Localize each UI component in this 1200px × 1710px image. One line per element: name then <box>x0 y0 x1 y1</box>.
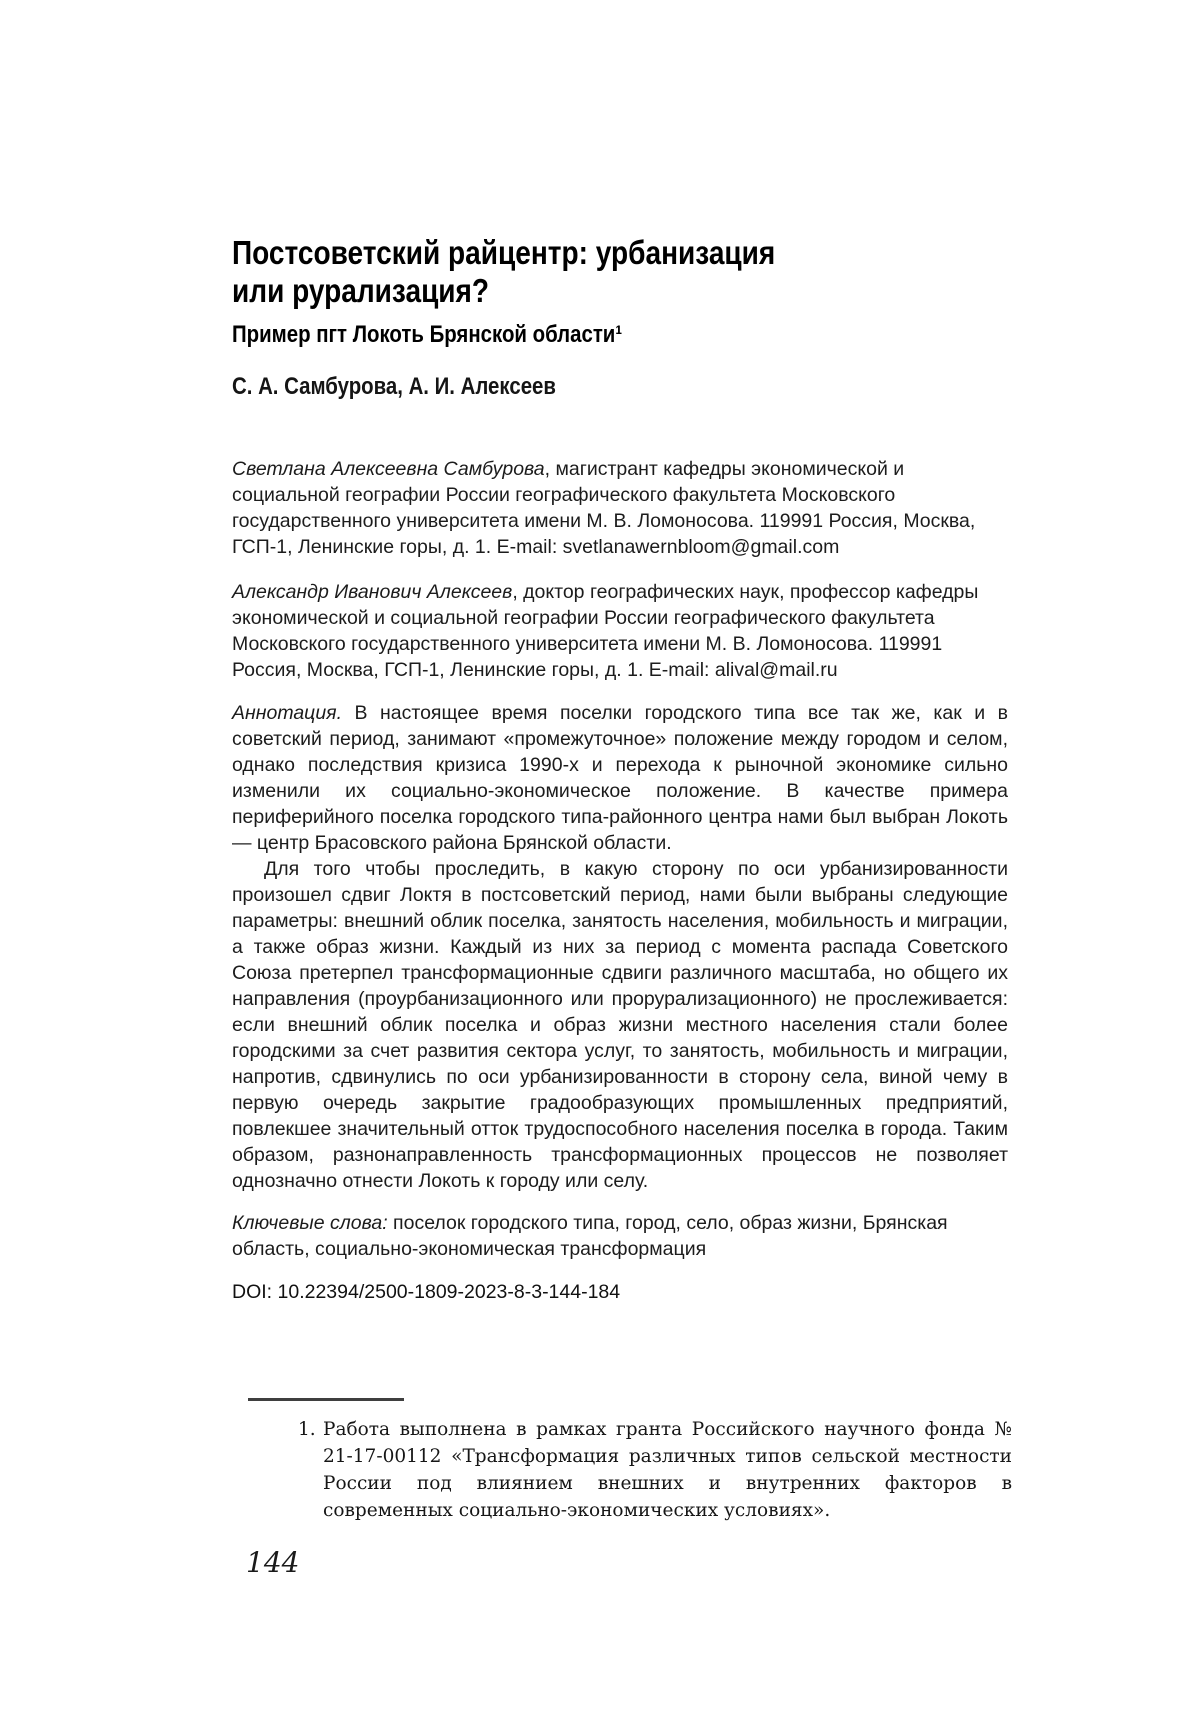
footnote <box>298 1416 1012 1524</box>
author-name: Александр Иванович Алексеев <box>232 581 513 603</box>
abstract-text-1: В настоящее время поселки городского типа все так же, как и в советский период, занимают «промежуточное» положение между городом и селом, однако последствия кризиса 1990-х и перехода к рыночной экономике сильно изменили их социально-экономическое положение. В качестве примера периферийного поселка городского типа-районного центра нами был выбран Локоть — центр Брасовского района Брянской области. <box>232 702 1008 854</box>
doi-line <box>232 1279 1008 1305</box>
author-name: Светлана Алексеевна Самбурова <box>232 458 545 480</box>
author-email: svetlanawernbloom@gmail.com <box>562 536 840 558</box>
abstract-paragraph-2: Для того чтобы проследить, в какую сторону по оси урбанизированности произошел сдвиг Локтя в постсоветский период, нами были выбраны следующие параметры: внешний облик поселка, занятость населения, мобильность и миграции, а также образ жизни. Каждый из них за период с момента распада Советского Союза претерпел трансформационные сдвиги различного масштаба, но общего их направления (проурбанизационного или прорурализационного) не прослеживается: если внешний облик поселка и образ жизни местного населения стали более городскими за счет развития сектора услуг, то занятость, мобильность и миграции, напротив, сдвинулись по оси урбанизированности в сторону села, виной чему в первую очередь закрытие градообразующих промышленных предприятий, повлекшее значительный отток трудоспособного населения поселка в города. Таким образом, разнонаправленность трансформационных процессов не позволяет однозначно отнести Локоть к городу или селу. <box>232 858 1008 1192</box>
author-affiliation: , магистрант кафедры экономической и социальной географии России географического факультета Московского государственного университета имени М. В. Ломоносова. 119991 Россия, Москва, ГСП-1, Ленинские горы, д. 1. E-mail: <box>232 458 976 558</box>
page-number: 144 <box>246 1546 300 1579</box>
footnote-text: Работа выполнена в рамках гранта Российского научного фонда № 21-17-00112 «Трансформация различных типов сельской местности России под влиянием внешних и внутренних факторов в современных социально-экономических условиях». <box>323 1419 1012 1521</box>
article-header <box>232 234 1014 402</box>
footnote-number: 1. <box>298 1419 316 1440</box>
abstract-paragraph-1 <box>232 700 1008 856</box>
article-title: Постсоветский райцентр: урбанизация или рурализация? <box>232 234 776 309</box>
abstract-label: Аннотация. <box>232 702 343 724</box>
author-bio-2 <box>232 579 1008 683</box>
author-email: alival@mail.ru <box>714 659 838 681</box>
keywords <box>232 1210 1008 1262</box>
author-affiliation: , доктор географических наук, профессор кафедры экономической и социальной географии России географического факультета Московского государственного университета имени М. В. Ломоносова. 119991 Россия, Москва, ГСП-1, Ленинские горы, д. 1. E-mail: <box>232 581 979 681</box>
article-subtitle: Пример пгт Локоть Брянской области¹ <box>232 321 623 348</box>
keywords-label: Ключевые слова: <box>232 1212 388 1234</box>
doi-label: DOI: <box>232 1281 273 1303</box>
author-bio-1 <box>232 456 1008 560</box>
abstract <box>232 700 1008 1194</box>
keywords-text: поселок городского типа, город, село, образ жизни, Брянская область, социально-экономическая трансформация <box>232 1212 948 1260</box>
footnote-rule <box>248 1398 404 1401</box>
article-authors: С. А. Самбурова, А. И. Алексеев <box>232 373 556 400</box>
doi-value: 10.22394/2500-1809-2023-8-3-144-184 <box>272 1281 621 1303</box>
